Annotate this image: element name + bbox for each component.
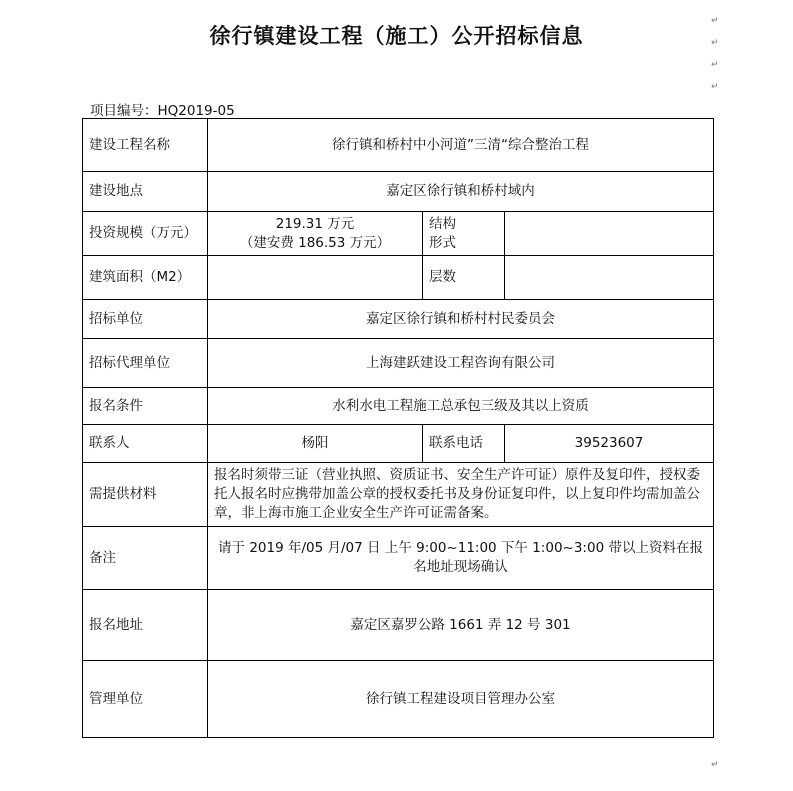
- agent-value: 上海建跃建设工程咨询有限公司: [208, 339, 714, 388]
- tender-info-table: [82, 118, 714, 738]
- table-row: [83, 388, 714, 425]
- agent-label: 招标代理单位: [83, 339, 208, 388]
- structure-label-line1: 结构: [429, 215, 456, 232]
- paragraph-mark: ↵: [711, 60, 719, 70]
- table-row: [83, 339, 714, 388]
- investment-value: [208, 212, 423, 256]
- area-label: 建筑面积（M2）: [83, 256, 208, 300]
- notes-value: [208, 527, 714, 590]
- management-label: 管理单位: [83, 661, 208, 738]
- notes-line2: 名地址现场确认: [413, 559, 508, 575]
- structure-label-line2: 形式: [429, 234, 456, 251]
- table-row: [83, 119, 714, 172]
- contact-value: 杨阳: [208, 425, 423, 463]
- project-number: 项目编号：HQ2019-05: [90, 103, 235, 119]
- materials-value: 报名时须带三证（营业执照、资质证书、安全生产许可证）原件及复印件，授权委托人报名时应携带加盖公章的授权委托书及身份证复印件，以上复印件均需加盖公章，非上海市施工企业安全生产许可证需备案。: [208, 463, 714, 527]
- address-value: 嘉定区嘉罗公路 1661 弄 12 号 301: [208, 590, 714, 661]
- materials-label: 需提供材料: [83, 463, 208, 527]
- conditions-value: 水利水电工程施工总承包三级及其以上资质: [208, 388, 714, 425]
- location-label: 建设地点: [83, 172, 208, 212]
- table-row: [83, 661, 714, 738]
- table-row: [83, 172, 714, 212]
- page-title: 徐行镇建设工程（施工）公开招标信息: [209, 23, 584, 48]
- paragraph-mark: ↵: [711, 760, 719, 770]
- paragraph-mark: ↵: [711, 16, 719, 26]
- floors-label: 层数: [423, 256, 505, 300]
- structure-label: [423, 212, 505, 256]
- floors-value: [505, 256, 714, 300]
- project-name-label: 建设工程名称: [83, 119, 208, 172]
- tenderer-label: 招标单位: [83, 300, 208, 339]
- table-row: [83, 527, 714, 590]
- location-value: 嘉定区徐行镇和桥村域内: [208, 172, 714, 212]
- construction-fee: （建安费 186.53 万元）: [239, 234, 391, 251]
- structure-value: [505, 212, 714, 256]
- table-row: [83, 425, 714, 463]
- project-name-value: 徐行镇和桥村中小河道”三清“综合整治工程: [208, 119, 714, 172]
- table-row: [83, 463, 714, 527]
- tenderer-value: 嘉定区徐行镇和桥村村民委员会: [208, 300, 714, 339]
- paragraph-mark: ↵: [711, 38, 719, 48]
- management-value: 徐行镇工程建设项目管理办公室: [208, 661, 714, 738]
- notes-label: 备注: [83, 527, 208, 590]
- contact-label: 联系人: [83, 425, 208, 463]
- table-row: [83, 590, 714, 661]
- table-row: [83, 300, 714, 339]
- table-row: [83, 212, 714, 256]
- investment-label: 投资规模（万元）: [83, 212, 208, 256]
- investment-amount: 219.31 万元: [275, 215, 355, 232]
- phone-value: 39523607: [505, 425, 714, 463]
- notes-line1: 请于 2019 年/05 月/07 日 上午 9:00~11:00 下午 1:00~3:00 带以上资料在报: [218, 540, 703, 556]
- phone-label: 联系电话: [423, 425, 505, 463]
- conditions-label: 报名条件: [83, 388, 208, 425]
- area-value: [208, 256, 423, 300]
- table-row: [83, 256, 714, 300]
- address-label: 报名地址: [83, 590, 208, 661]
- paragraph-mark: ↵: [711, 82, 719, 92]
